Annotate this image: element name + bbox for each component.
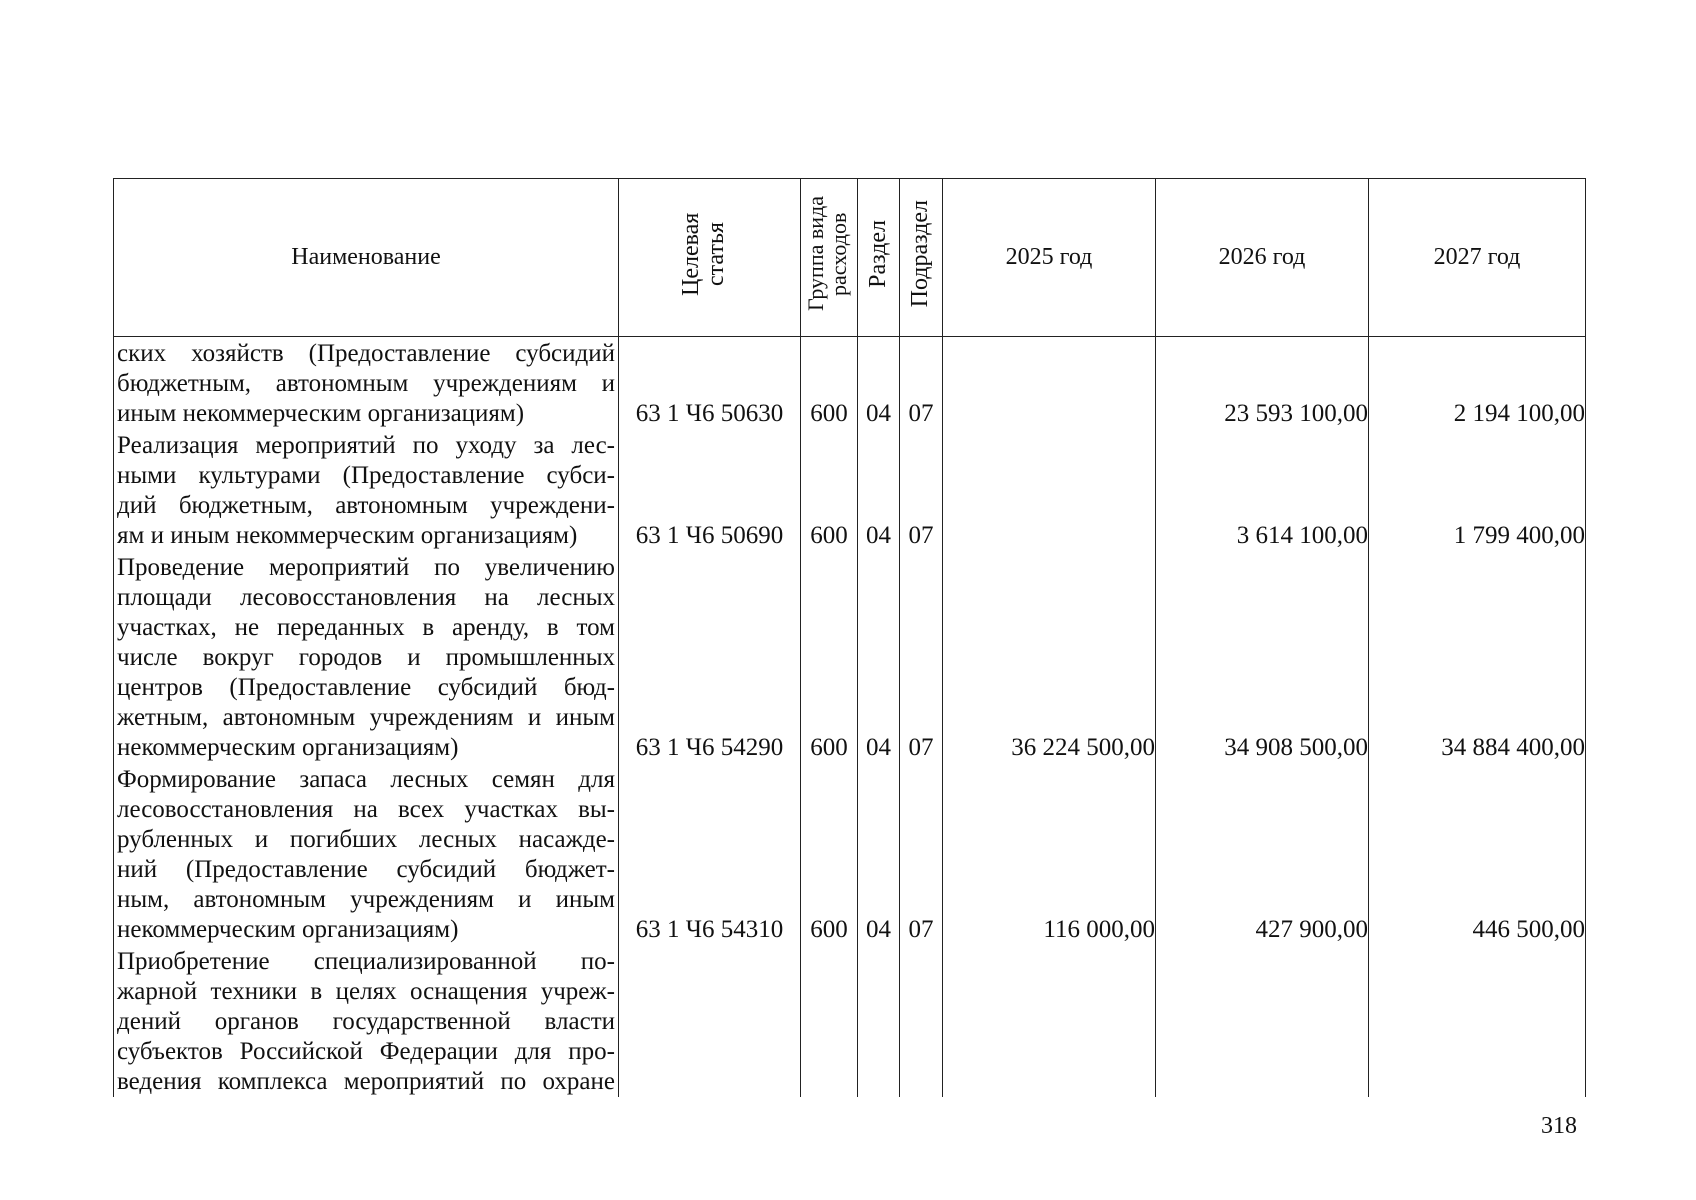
row-name-line: числе вокруг городов и промышленных [117,644,615,671]
row-expense-group: 600 [801,763,858,945]
row-target-article [619,945,801,1097]
row-name-line: дий бюджетным, автономным учреждени- [117,492,615,519]
table-body [114,337,1586,1098]
row-section: 04 [858,429,900,551]
row-amount-2026: 23 593 100,00 [1156,337,1369,430]
row-name [114,429,619,551]
header-subsection [900,179,943,337]
row-subsection: 07 [900,429,943,551]
header-expense-group [801,179,858,337]
row-amount-2026: 427 900,00 [1156,763,1369,945]
header-2027: 2027 год [1369,179,1586,337]
row-amount-2026: 34 908 500,00 [1156,551,1369,763]
row-target-article: 63 1 Ч6 50630 [619,337,801,430]
header-target-article-text: Целевая статья [677,212,729,296]
row-name-line: площади лесовосстановления на лесных [117,584,615,611]
row-amount-2027: 1 799 400,00 [1369,429,1586,551]
row-amount-2027: 34 884 400,00 [1369,551,1586,763]
row-name-line: ских хозяйств (Предоставление субсидий [117,340,615,367]
table-header-row [114,179,1586,337]
page-number: 318 [1541,1113,1577,1139]
row-target-article: 63 1 Ч6 54310 [619,763,801,945]
row-name-line: бюджетным, автономным учреждениям и [117,370,615,397]
row-name-line: некоммерческим организациям) [117,734,459,761]
header-section-text: Раздел [864,220,891,288]
row-name-line: Формирование запаса лесных семян для [117,766,615,793]
header-2025: 2025 год [943,179,1156,337]
row-section: 04 [858,763,900,945]
row-amount-2025: 36 224 500,00 [943,551,1156,763]
row-name [114,551,619,763]
header-target-article [619,179,801,337]
row-subsection: 07 [900,337,943,430]
row-section: 04 [858,551,900,763]
row-name-line: иным некоммерческим организациям) [117,400,525,427]
table-row [114,945,1586,1097]
row-name [114,945,619,1097]
table-row [114,763,1586,945]
row-target-article: 63 1 Ч6 50690 [619,429,801,551]
row-name-line: ным, автономным учреждениям и иным [117,886,615,913]
row-name-line: ний (Предоставление субсидий бюджет- [117,856,615,883]
row-name-line: участках, не переданных в аренду, в том [117,614,615,641]
row-name-line: центров (Предоставление субсидий бюд- [117,674,615,701]
header-section [858,179,900,337]
row-expense-group: 600 [801,551,858,763]
row-name-line: Реализация мероприятий по уходу за лес- [117,432,615,459]
row-amount-2027: 446 500,00 [1369,763,1586,945]
row-name [114,763,619,945]
row-expense-group: 600 [801,337,858,430]
header-2026: 2026 год [1156,179,1369,337]
row-section: 04 [858,337,900,430]
row-subsection: 07 [900,763,943,945]
row-name-line: Проведение мероприятий по увеличению [117,554,615,581]
header-name: Наименование [114,179,619,337]
row-name-line: жарной техники в целях оснащения учреж- [117,978,615,1005]
row-name-line: ям и иным некоммерческим организациям) [117,522,578,549]
row-amount-2025 [943,945,1156,1097]
row-name-line: лесовосстановления на всех участках вы- [117,796,615,823]
row-amount-2027: 2 194 100,00 [1369,337,1586,430]
row-name [114,337,619,430]
row-amount-2025: 116 000,00 [943,763,1156,945]
row-name-line: субъектов Российской Федерации для про- [117,1038,615,1065]
row-name-line: рубленных и погибших лесных насажде- [117,826,615,853]
table-row [114,551,1586,763]
row-amount-2026 [1156,945,1369,1097]
budget-table-container [113,178,1585,1095]
table-row [114,429,1586,551]
row-amount-2027 [1369,945,1586,1097]
header-expense-group-text: Группа вида расходов [803,196,852,312]
row-amount-2025 [943,429,1156,551]
row-expense-group: 600 [801,429,858,551]
row-name-line: ными культурами (Предоставление субси- [117,462,615,489]
row-amount-2026: 3 614 100,00 [1156,429,1369,551]
row-expense-group [801,945,858,1097]
row-name-line: Приобретение специализированной по- [117,948,615,975]
row-target-article: 63 1 Ч6 54290 [619,551,801,763]
row-name-line: жетным, автономным учреждениям и иным [117,704,615,731]
row-name-line: некоммерческим организациям) [117,916,459,943]
row-name-line: ведения комплекса мероприятий по охране [117,1068,615,1095]
row-section [858,945,900,1097]
row-amount-2025 [943,337,1156,430]
row-name-line: дений органов государственной власти [117,1008,615,1035]
row-subsection: 07 [900,551,943,763]
row-subsection [900,945,943,1097]
header-subsection-text: Подраздел [907,200,934,308]
budget-table [113,178,1586,1097]
table-row [114,337,1586,430]
